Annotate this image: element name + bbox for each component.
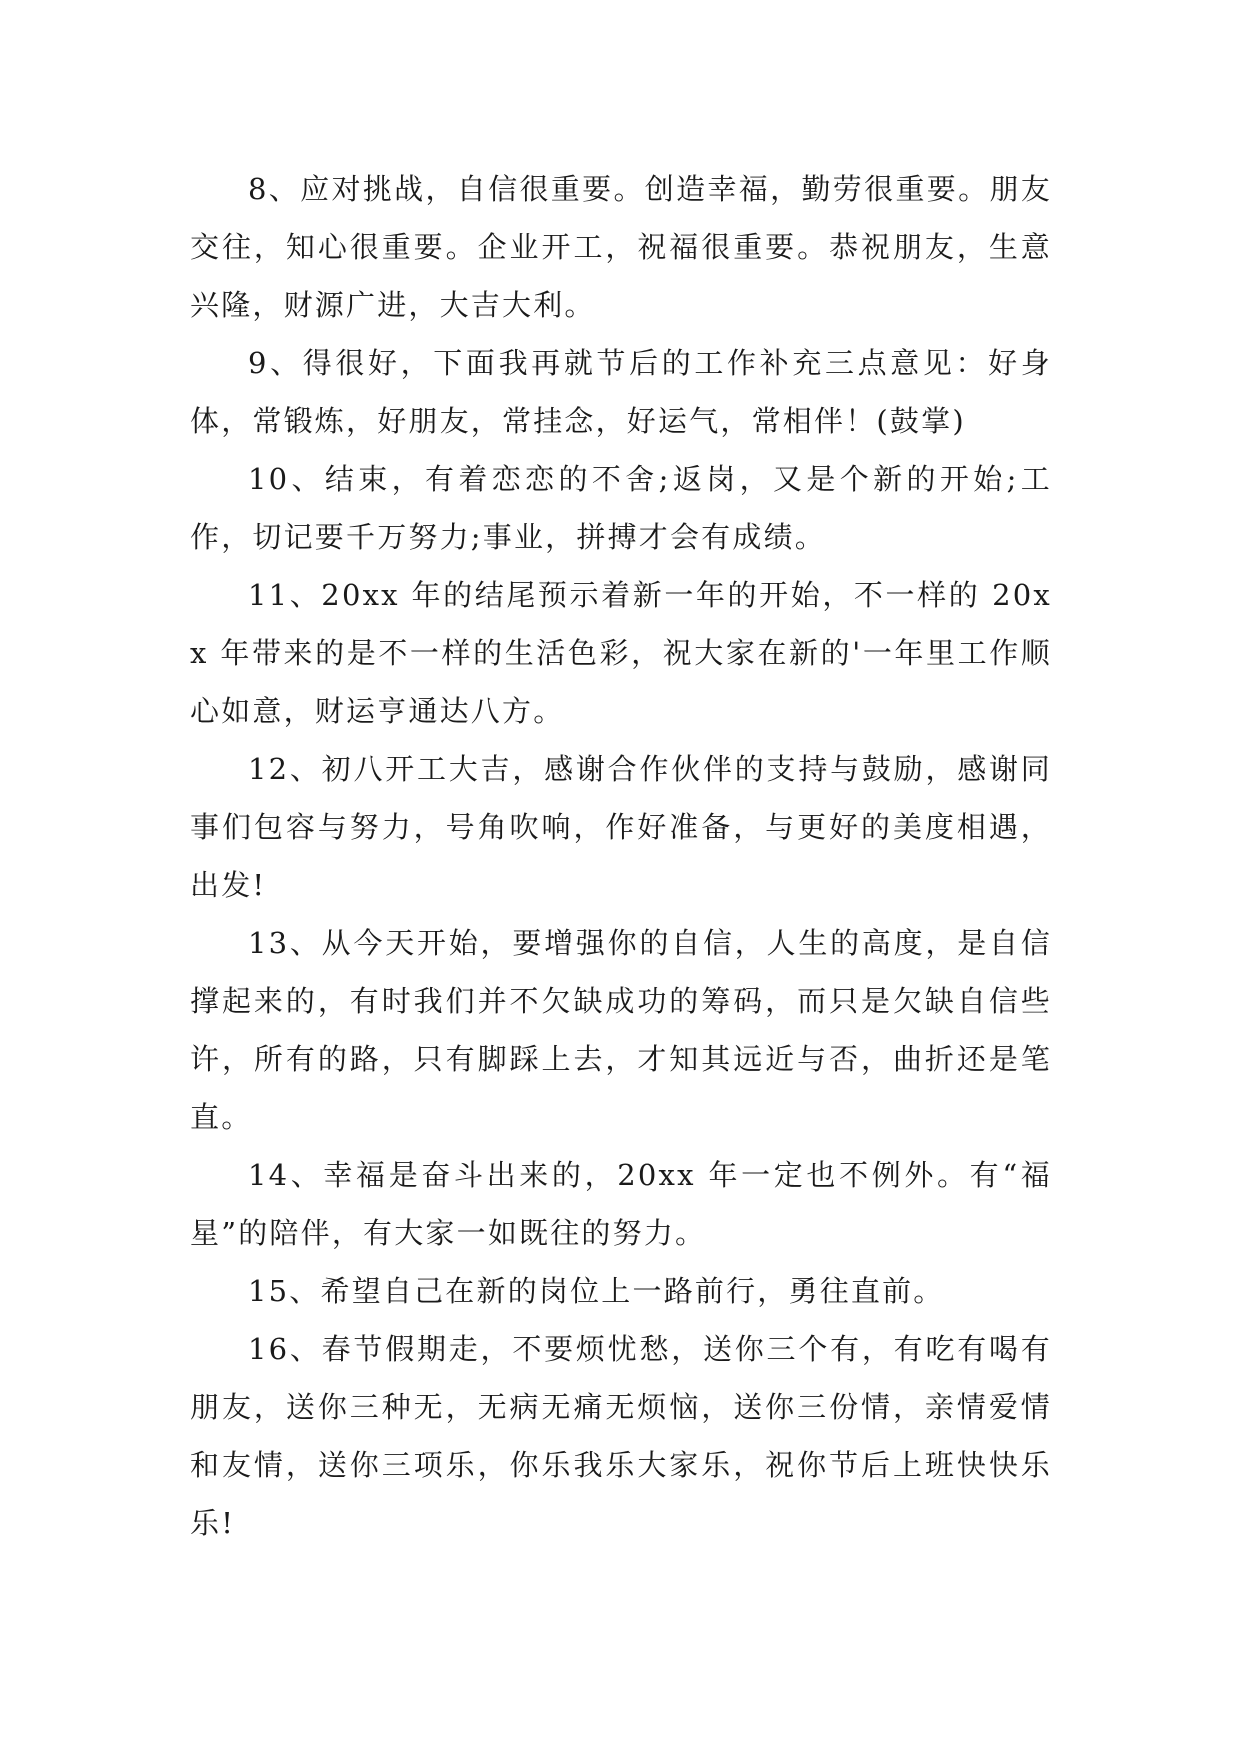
paragraph-10: 10、结束，有着恋恋的不舍;返岗，又是个新的开始;工作，切记要千万努力;事业，拼搏才会有成绩。 — [190, 462, 1052, 554]
paragraph-12: 12、初八开工大吉，感谢合作伙伴的支持与鼓励，感谢同事们包容与努力，号角吹响，作好准备，与更好的美度相遇，出发! — [190, 752, 1052, 902]
paragraph-8: 8、应对挑战，自信很重要。创造幸福，勤劳很重要。朋友交往，知心很重要。企业开工，祝福很重要。恭祝朋友，生意兴隆，财源广进，大吉大利。 — [190, 172, 1052, 322]
paragraph-16: 16、春节假期走，不要烦忧愁，送你三个有，有吃有喝有朋友，送你三种无，无病无痛无烦恼，送你三份情，亲情爱情和友情，送你三项乐，你乐我乐大家乐，祝你节后上班快快乐乐! — [190, 1332, 1052, 1540]
paragraph-9: 9、得很好，下面我再就节后的工作补充三点意见：好身体，常锻炼，好朋友，常挂念，好运气，常相伴！(鼓掌) — [190, 346, 1052, 438]
paragraph-14: 14、幸福是奋斗出来的，20xx 年一定也不例外。有“福星”的陪伴，有大家一如既往的努力。 — [190, 1158, 1052, 1250]
paragraph-15: 15、希望自己在新的岗位上一路前行，勇往直前。 — [248, 1274, 945, 1308]
paragraph-13: 13、从今天开始，要增强你的自信，人生的高度，是自信撑起来的，有时我们并不欠缺成功的筹码，而只是欠缺自信些许，所有的路，只有脚踩上去，才知其远近与否，曲折还是笔直。 — [190, 926, 1052, 1134]
document-body — [190, 160, 1052, 1552]
paragraph-11: 11、20xx 年的结尾预示着新一年的开始，不一样的 20xx 年带来的是不一样的生活色彩，祝大家在新的'一年里工作顺心如意，财运亨通达八方。 — [190, 578, 1052, 728]
